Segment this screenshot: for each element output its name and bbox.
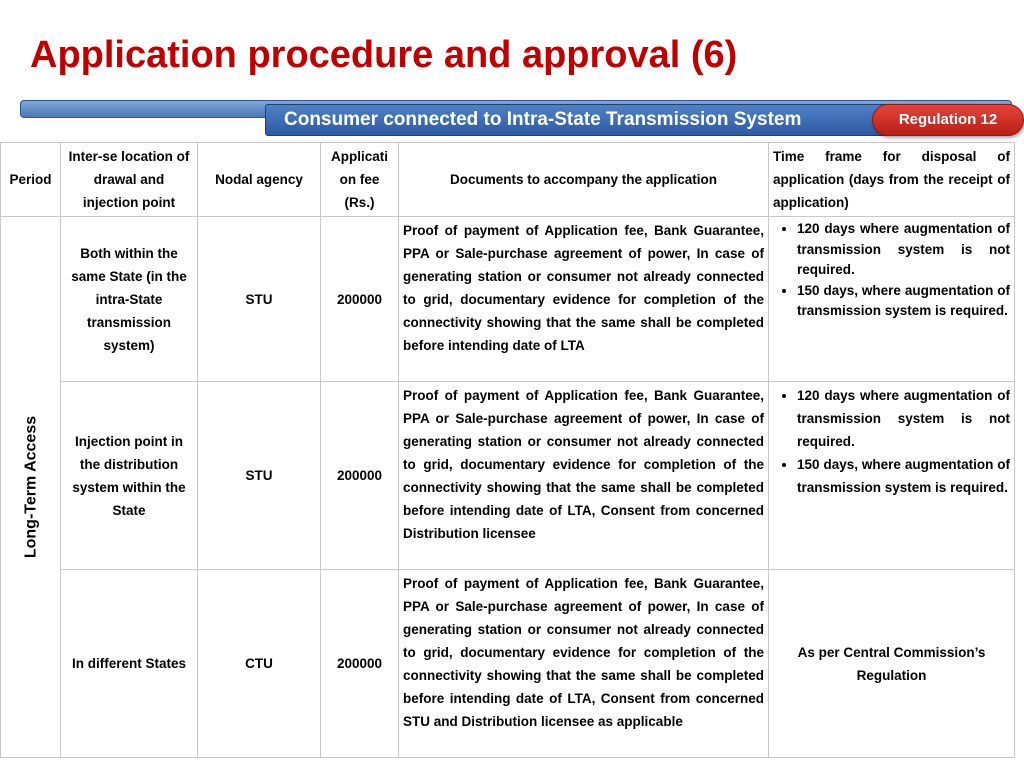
subtitle-banner: Consumer connected to Intra-State Transmission System xyxy=(265,104,1007,136)
header-timeframe: Time frame for disposal of application (days from the receipt of application) xyxy=(769,143,1015,217)
documents-cell: Proof of payment of Application fee, Bank Guarantee, PPA or Sale-purchase agreement of power, In case of generating station or consumer not already connected to grid, documentary evidence for completion of the connectivity showing that the same shall be completed before intending date of LTA xyxy=(399,217,769,382)
header-agency: Nodal agency xyxy=(198,143,321,217)
agency-cell: STU xyxy=(198,217,321,382)
table-row xyxy=(1,382,1015,570)
documents-cell: Proof of payment of Application fee, Bank Guarantee, PPA or Sale-purchase agreement of power, In case of generating station or consumer not already connected to grid, documentary evidence for completion of the connectivity showing that the same shall be completed before intending date of LTA, Consent from concerned Distribution licensee xyxy=(399,382,769,570)
location-cell: Injection point in the distribution system within the State xyxy=(61,382,198,570)
regulation-badge: Regulation 12 xyxy=(872,104,1024,136)
timeframe-cell xyxy=(769,382,1015,570)
header-period: Period xyxy=(1,143,61,217)
timeframe-cell xyxy=(769,217,1015,382)
fee-cell: 200000 xyxy=(321,382,399,570)
header-location: Inter-se location of drawal and injection point xyxy=(61,143,198,217)
location-cell: Both within the same State (in the intra-State transmission system) xyxy=(61,217,198,382)
table-row xyxy=(1,570,1015,758)
slide-title: Application procedure and approval (6) xyxy=(30,34,738,76)
documents-cell: Proof of payment of Application fee, Bank Guarantee, PPA or Sale-purchase agreement of power, In case of generating station or consumer not already connected to grid, documentary evidence for completion of the connectivity showing that the same shall be completed before intending date of LTA, Consent from concerned STU and Distribution licensee as applicable xyxy=(399,570,769,758)
timeframe-item: • 150 days, where augmentation of transmission system is required. xyxy=(797,281,1010,322)
table-header-row xyxy=(1,143,1015,217)
table-row xyxy=(1,217,1015,382)
location-cell: In different States xyxy=(61,570,198,758)
timeframe-cell: As per Central Commission’s Regulation xyxy=(769,570,1015,758)
timeframe-item: • 120 days where augmentation of transmission system is not required. xyxy=(797,384,1010,453)
period-label: Long-Term Access xyxy=(22,415,39,559)
timeframe-item: • 120 days where augmentation of transmission system is not required. xyxy=(797,219,1010,281)
fee-cell: 200000 xyxy=(321,217,399,382)
agency-cell: STU xyxy=(198,382,321,570)
procedure-table xyxy=(0,142,1015,758)
header-documents: Documents to accompany the application xyxy=(399,143,769,217)
header-fee: Applicati on fee (Rs.) xyxy=(321,143,399,217)
timeframe-item: • 150 days, where augmentation of transmission system is required. xyxy=(797,453,1010,499)
period-cell xyxy=(1,217,61,758)
agency-cell: CTU xyxy=(198,570,321,758)
fee-cell: 200000 xyxy=(321,570,399,758)
